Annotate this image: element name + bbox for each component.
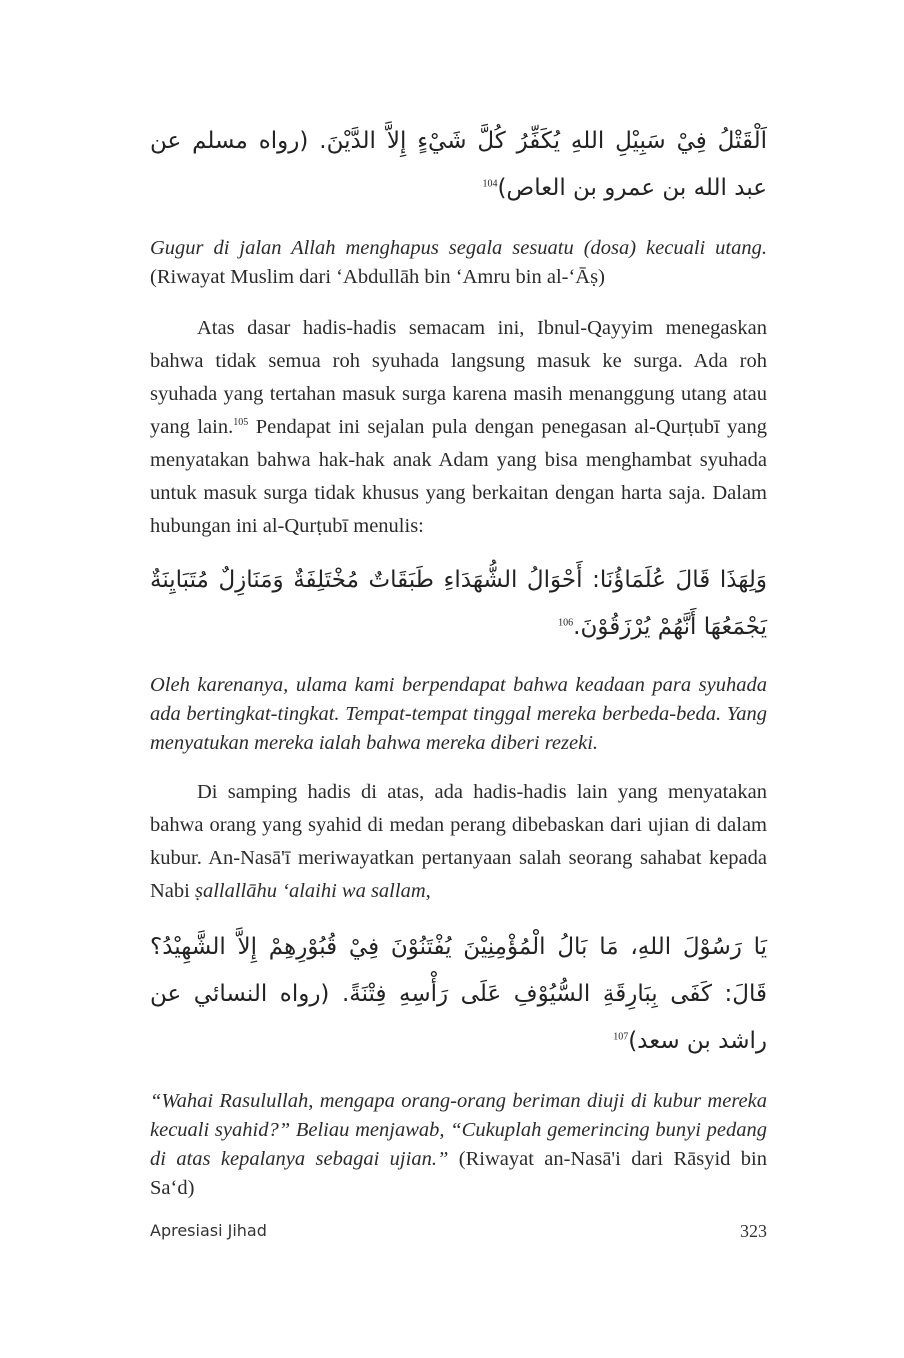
hadith-source: (Riwayat an-Nasā'i dari Rāsyid bin Sa‘d) (150, 1148, 767, 1199)
paragraph-text: Atas dasar hadis-hadis semacam ini, Ibnul-Qayyim menegaskan bahwa tidak semua roh syuhada langsung masuk ke surga. Ada roh syuhada yang tertahan masuk surga karena masih menanggung utang atau yang lain. (150, 317, 767, 438)
hadith-source: (Riwayat Muslim dari ‘Abdullāh bin ‘Amru bin al-‘Āṣ) (150, 266, 605, 288)
translation-italic: “Wahai Rasulullah, mengapa orang-orang beriman diuji di kubur mereka kecuali syahid?” Beliau menjawab, “Cukuplah gemerincing bunyi pedang di atas kepalanya sebagai ujian.” (150, 1090, 767, 1170)
footnote-ref-106[interactable]: 106 (558, 617, 574, 629)
honorific-italic: ṣallallāhu ‘alaihi wa sallam (194, 880, 426, 902)
running-title: Apresiasi Jihad (150, 1221, 267, 1240)
arabic-hadith-3 (150, 924, 767, 1065)
page-number: 323 (740, 1221, 767, 1241)
arabic-text: يَا رَسُوْلَ اللهِ، مَا بَالُ الْمُؤْمِنِيْنَ يُفْتَنُوْنَ فِيْ قُبُوْرِهِمْ إِلاَّ الشَّهِيْدُ؟ قَالَ: كَفَى بِبَارِقَةِ السُّيُوْفِ عَلَى رَأْسِهِ فِتْنَةً. (رواه النسائي عن راشد بن سعد) (150, 934, 767, 1054)
translation-italic: Oleh karenanya, ulama kami berpendapat bahwa keadaan para syuhada ada bertingkat-tingkat. Tempat-tempat tinggal mereka berbeda-beda. Yang menyatukan mereka ialah bahwa mereka diberi rezeki. (150, 674, 767, 754)
arabic-quote-2 (150, 557, 767, 651)
translation-1 (150, 234, 767, 292)
footnote-ref-107[interactable]: 107 (613, 1031, 629, 1043)
paragraph-text: Di samping hadis di atas, ada hadis-hadis lain yang menyatakan bahwa orang yang syahid di medan perang dibebaskan dari ujian di dalam kubur. An-Nasā'ī meriwayatkan pertanyaan salah seorang sahabat kepada Nabi (150, 781, 767, 902)
body-paragraph-1 (150, 312, 767, 543)
arabic-text: وَلِهَذَا قَالَ عُلَمَاؤُنَا: أَحْوَالُ الشُّهَدَاءِ طَبَقَاتٌ مُخْتَلِفَةٌ وَمَنَازِلٌ مُتَبَايِنَةٌ يَجْمَعُهَا أَنَّهُمْ يُرْزَقُوْنَ. (150, 567, 767, 640)
footnote-ref-105[interactable]: 105 (233, 417, 249, 429)
arabic-hadith-1 (150, 118, 767, 212)
translation-italic: Gugur di jalan Allah menghapus segala sesuatu (dosa) kecuali utang. (150, 237, 767, 259)
body-paragraph-2 (150, 776, 767, 908)
translation-2 (150, 671, 767, 758)
paragraph-text: Pendapat ini sejalan pula dengan penegasan al-Qurṭubī yang menyatakan bahwa hak-hak anak Adam yang bisa menghambat syuhada untuk masuk surga tidak khusus yang berkaitan dengan harta saja. Dalam hubungan ini al-Qurṭubī menulis: (150, 416, 767, 537)
arabic-text: اَلْقَتْلُ فِيْ سَبِيْلِ اللهِ يُكَفِّرُ كُلَّ شَيْءٍ إِلاَّ الدَّيْنَ. (رواه مسلم عن عبد الله بن عمرو بن العاص) (150, 128, 767, 201)
paragraph-punctuation: , (425, 880, 431, 902)
page-body (150, 118, 767, 1203)
translation-3 (150, 1087, 767, 1203)
footnote-ref-104[interactable]: 104 (482, 178, 498, 190)
